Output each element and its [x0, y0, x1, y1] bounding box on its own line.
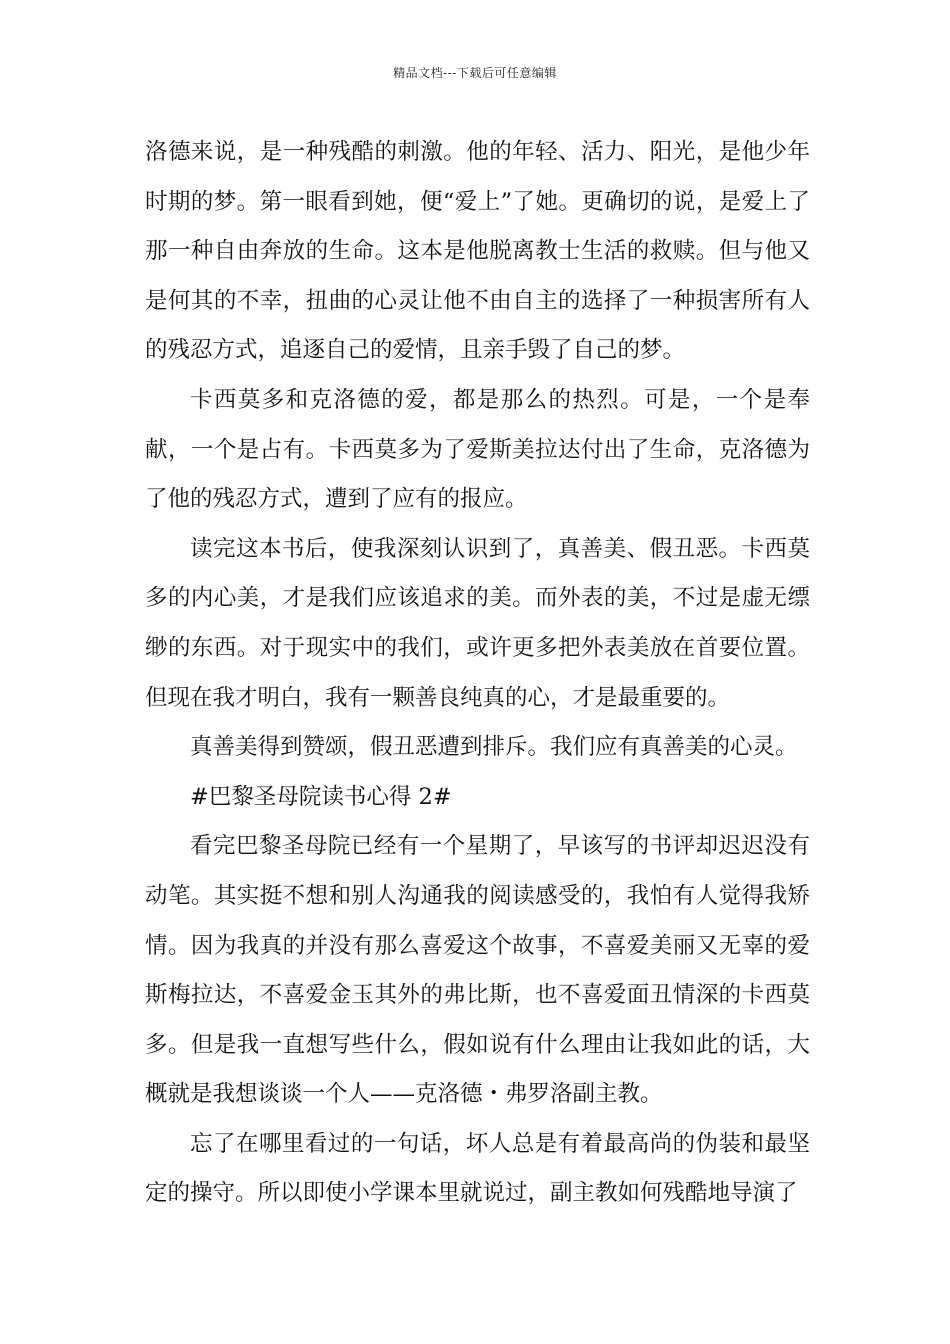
page-header: 精品文档---下载后可任意编辑 — [393, 66, 557, 80]
paragraph-4: 真善美得到赞颂，假丑恶遭到排斥。我们应有真善美的心灵。 — [190, 734, 798, 761]
document-body — [145, 128, 810, 1219]
paragraph-1: 洛德来说，是一种残酷的刺激。他的年轻、活力、阳光，是他少年时期的梦。第一眼看到她，便“爱上”了她。更确切的说，是爱上了那一种自由奔放的生命。这本是他脱离教士生活的救赎。但与他又是何其的不幸，扭曲的心灵让他不由自主的选择了一种损害所有人的残忍方式，追逐自己的爱情，且亲手毁了自己的梦。 — [145, 139, 810, 364]
paragraph-5: 看完巴黎圣母院已经有一个星期了，早该写的书评却迟迟没有动笔。其实挺不想和别人沟通我的阅读感受的，我怕有人觉得我矫情。因为我真的并没有那么喜爱这个故事，不喜爱美丽又无辜的爱斯梅拉达，不喜爱金玉其外的弗比斯，也不喜爱面丑情深的卡西莫多。但是我一直想写些什么，假如说有什么理由让我如此的话，大概就是我想谈谈一个人——克洛德・弗罗洛副主教。 — [145, 833, 810, 1108]
paragraph-6: 忘了在哪里看过的一句话，坏人总是有着最高尚的伪装和最坚定的操守。所以即使小学课本里就说过，副主教如何残酷地导演了 — [145, 1130, 810, 1207]
paragraph-2: 卡西莫多和克洛德的爱，都是那么的热烈。可是，一个是奉献，一个是占有。卡西莫多为了爱斯美拉达付出了生命，克洛德为了他的残忍方式，遭到了应有的报应。 — [145, 386, 810, 513]
paragraph-3: 读完这本书后，使我深刻认识到了，真善美、假丑恶。卡西莫多的内心美，才是我们应该追求的美。而外表的美，不过是虚无缥缈的东西。对于现实中的我们，或许更多把外表美放在首要位置。但现在我才明白，我有一颗善良纯真的心，才是最重要的。 — [145, 535, 810, 711]
section-heading: #巴黎圣母院读书心得 2# — [190, 783, 452, 810]
